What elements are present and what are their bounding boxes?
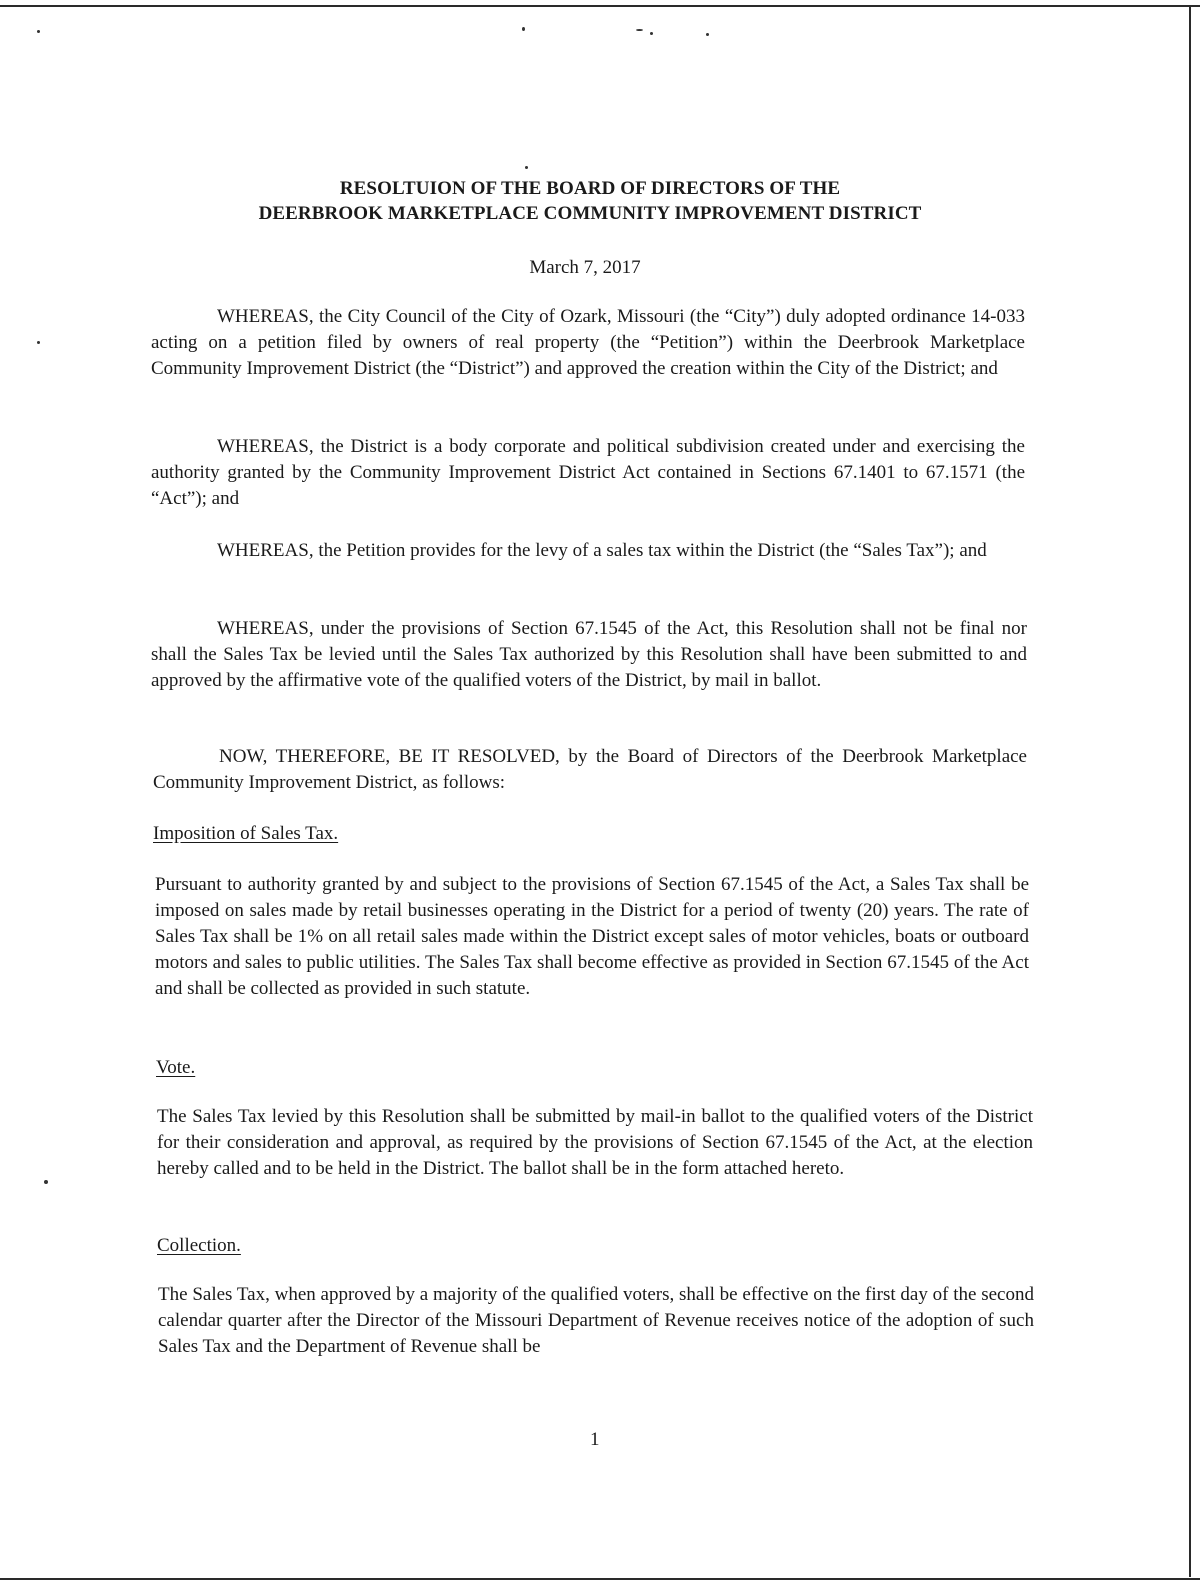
whereas-paragraph: WHEREAS, the District is a body corporate and political subdivision created under and exercising the authority granted by the Community Improvement District Act contained in Sections 67.1401 to 67.1571 (the “Act”); and bbox=[151, 436, 1025, 509]
section-heading-imposition: Imposition of Sales Tax. bbox=[153, 823, 339, 844]
section-body-imposition: Pursuant to authority granted by and subject to the provisions of Section 67.1545 of the Act, a Sales Tax shall be imposed on sales made by retail businesses operating in the District for a period of twenty (20) years. The rate of Sales Tax shall be 1% on all retail sales made within the District except sales of motor vehicles, boats or outboard motors and sales to public utilities. The Sales Tax shall become effective as provided in Section 67.1545 of the Act and shall be collected as provided in such statute. bbox=[155, 874, 1029, 999]
section-body-vote: The Sales Tax levied by this Resolution shall be submitted by mail-in ballot to the qualified voters of the District for their consideration and approval, as required by the provisions of Section 67.1545 of the Act, at the election hereby called and to be held in the District. The ballot shall be in the form attached hereto. bbox=[157, 1106, 1033, 1179]
scan-speck bbox=[706, 33, 709, 36]
whereas-paragraph: WHEREAS, under the provisions of Section 67.1545 of the Act, this Resolution shall not be final nor shall the Sales Tax be levied until the Sales Tax authorized by this Resolution shall have been submitted to and approved by the affirmative vote of the qualified voters of the District, by mail in ballot. bbox=[151, 618, 1027, 691]
section-body-collection: The Sales Tax, when approved by a majority of the qualified voters, shall be effective on the first day of the second calendar quarter after the Director of the Missouri Department of Revenue receives notice of the adoption of such Sales Tax and the Department of Revenue shall be bbox=[158, 1284, 1034, 1357]
scan-edge-top bbox=[0, 5, 1200, 7]
scan-speck bbox=[522, 27, 525, 31]
scan-speck bbox=[650, 32, 653, 35]
document-title-line-1: RESOLTUION OF THE BOARD OF DIRECTORS OF THE bbox=[339, 178, 841, 199]
scan-edge-bottom bbox=[0, 1578, 1200, 1580]
scan-speck bbox=[37, 30, 40, 33]
page-number: 1 bbox=[590, 1429, 600, 1450]
resolved-paragraph: NOW, THEREFORE, BE IT RESOLVED, by the Board of Directors of the Deerbrook Marketplace Community Improvement District, as follows: bbox=[153, 746, 1027, 793]
scan-speck bbox=[44, 1180, 48, 1184]
scan-speck bbox=[636, 29, 643, 31]
scan-speck bbox=[525, 166, 528, 169]
whereas-paragraph: WHEREAS, the Petition provides for the levy of a sales tax within the District (the “Sales Tax”); and bbox=[217, 540, 987, 561]
scan-speck bbox=[37, 341, 40, 344]
scan-edge-right bbox=[1189, 5, 1191, 1577]
document-title-line-2: DEERBROOK MARKETPLACE COMMUNITY IMPROVEMENT DISTRICT bbox=[258, 203, 922, 224]
section-heading-collection: Collection. bbox=[157, 1235, 241, 1256]
section-heading-vote: Vote. bbox=[156, 1057, 196, 1078]
whereas-paragraph: WHEREAS, the City Council of the City of Ozark, Missouri (the “City”) duly adopted ordinance 14-033 acting on a petition filed by owners of real property (the “Petition”) within the Deerbrook Marketplace Community Improvement District (the “District”) and approved the creation within the City of the District; and bbox=[151, 306, 1025, 379]
document-date: March 7, 2017 bbox=[529, 257, 641, 278]
